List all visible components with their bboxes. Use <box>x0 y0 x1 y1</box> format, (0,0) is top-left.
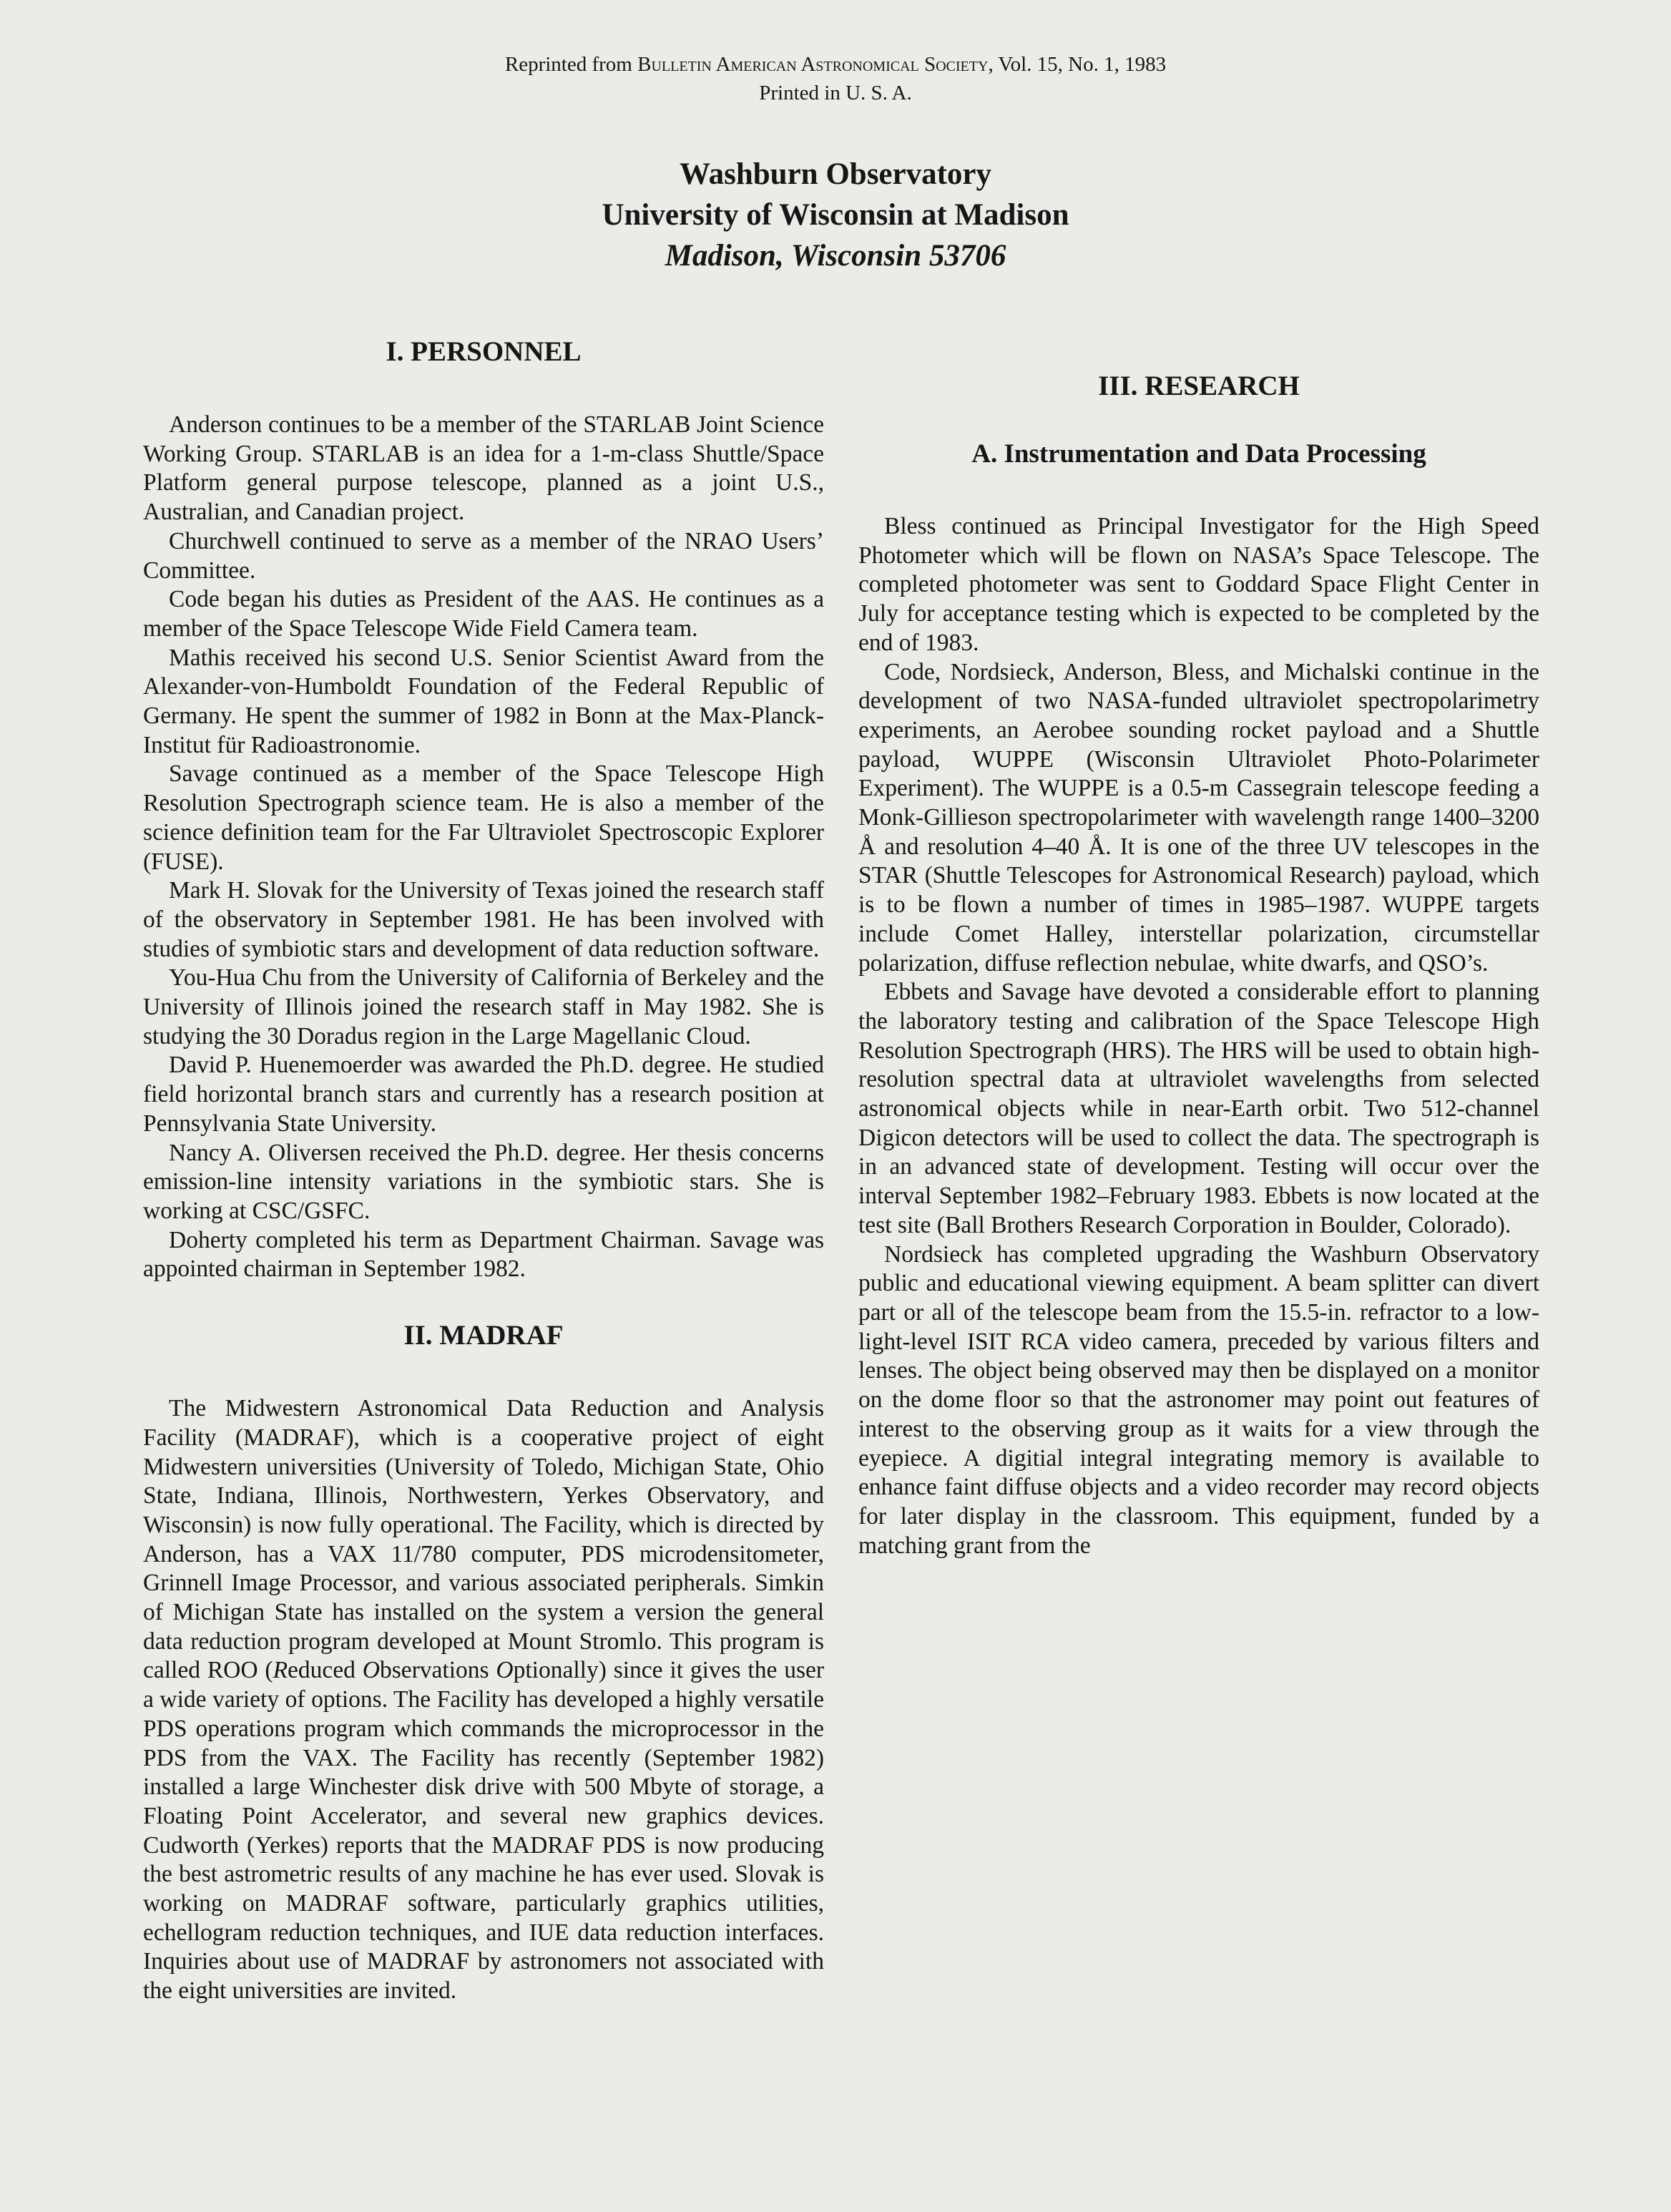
paragraph: You-Hua Chu from the University of California of Berkeley and the University of Illinois joined the research staff in May 1982. She is studying the 30 Doradus region in the Large Magellanic Cloud. <box>143 964 824 1049</box>
paragraph: Nancy A. Oliversen received the Ph.D. degree. Her thesis concerns emission-line intensity variations in the symbiotic stars. She is working at CSC/GSFC. <box>143 1139 824 1224</box>
left-column <box>143 335 824 2006</box>
paragraph: Anderson continues to be a member of the STARLAB Joint Science Working Group. STARLAB is an idea for a 1-m-class Shuttle/Space Platform general purpose telescope, planned as a joint U.S., Australian, and Canadian project. <box>143 411 824 526</box>
spacer <box>858 471 1539 512</box>
observatory-name: Washburn Observatory <box>679 157 992 191</box>
paragraph: Bless continued as Principal Investigator for the High Speed Photometer which will be flown on NASA’s Space Telescope. The completed photometer was sent to Goddard Space Flight Center in July for acceptance testing which is expected to be completed by the end of 1983. <box>858 513 1539 656</box>
paragraph: Churchwell continued to serve as a member of the NRAO Users’ Committee. <box>143 527 824 584</box>
paragraph: Code, Nordsieck, Anderson, Bless, and Michalski continue in the development of two NASA-funded ultraviolet spectropolarimetry experiments, an Aerobee sounding rocket payload and a Shuttle payload, WUPPE (Wisconsin Ultraviolet Photo-Polarimeter Experiment). The WUPPE is a 0.5-m Cassegrain telescope feeding a Monk-Gillieson spectropolarimeter with wavelength range 1400–3200 Å and resolution 4–40 Å. It is one of the three UV telescopes in the STAR (Shuttle Telescopes for Astronomical Research) payload, which is to be flown a number of times in 1985–1987. WUPPE targets include Comet Halley, interstellar polarization, circumstellar polarization, diffuse reflection nebulae, white dwarfs, and QSO’s. <box>858 658 1539 977</box>
document-title <box>0 154 1671 276</box>
journal-name: Bulletin American Astronomical Society <box>637 53 989 76</box>
section-heading-research: III. RESEARCH <box>1098 371 1300 401</box>
university-name: University of Wisconsin at Madison <box>602 198 1069 232</box>
spacer <box>858 335 1539 369</box>
paragraph: Savage continued as a member of the Space Telescope High Resolution Spectrograph science team. He is also a member of the science definition team for the Far Ultraviolet Spectroscopic Explorer (FUSE). <box>143 760 824 875</box>
reprint-line: Reprinted from Bulletin American Astronomical Society, Vol. 15, No. 1, 1983 <box>504 53 1167 76</box>
paragraph: Ebbets and Savage have devoted a considerable effort to planning the laboratory testing and calibration of the Space Telescope High Resolution Spectrograph (HRS). The HRS will be used to obtain high-resolution spectral data at ultraviolet wavelengths from selected astronomical objects while in near-Earth orbit. Two 512-channel Digicon detectors will be used to collect the data. The spectrograph is in an advanced state of development. Testing will occur over the interval September 1982–February 1983. Ebbets is now located at the test site (Ball Brothers Research Corporation in Boulder, Colorado). <box>858 979 1539 1238</box>
reprint-notice <box>0 50 1671 107</box>
section-heading-madraf: II. MADRAF <box>403 1320 564 1351</box>
subsection-heading-instrumentation: A. Instrumentation and Data Processing <box>971 439 1426 469</box>
paragraph: Code began his duties as President of the AAS. He continues as a member of the Space Telescope Wide Field Camera team. <box>143 586 824 642</box>
paragraph: Mathis received his second U.S. Senior Scientist Award from the Alexander-von-Humboldt Foundation of the Federal Republic of Germany. He spent the summer of 1982 in Bonn at the Max-Planck-Institut für Radioastronomie. <box>143 644 824 758</box>
paragraph: David P. Huenemoerder was awarded the Ph.D. degree. He studied field horizontal branch stars and currently has a research position at Pennsylvania State University. <box>143 1052 824 1137</box>
right-column <box>858 335 1539 1560</box>
madraf-paragraph: The Midwestern Astronomical Data Reduction and Analysis Facility (MADRAF), which is a cooperative project of eight Midwestern universities (University of Toledo, Michigan State, Ohio State, Indiana, Illinois, Northwestern, Yerkes Observatory, and Wisconsin) is now fully operational. The Facility, which is directed by Anderson, has a VAX 11/780 computer, PDS microdensitometer, Grinnell Image Processor, and various associated peripherals. Simkin of Michigan State has installed on the system a version the general data reduction program developed at Mount Stromlo. This program is called ROO (Reduced Observations Optionally) since it gives the user a wide variety of options. The Facility has developed a highly versatile PDS operations program which commands the microprocessor in the PDS from the VAX. The Facility has recently (September 1982) installed a large Winchester disk drive with 500 Mbyte of storage, a Floating Point Accelerator, and several new graphics devices. Cudworth (Yerkes) reports that the MADRAF PDS is now producing the best astrometric results of any machine he has ever used. Slovak is working on MADRAF software, particularly graphics utilities, echellogram reduction techniques, and IUE data reduction interfaces. Inquiries about use of MADRAF by astronomers not associated with the eight universities are invited. <box>143 1395 824 2005</box>
spacer <box>858 403 1539 438</box>
city-line: Madison, Wisconsin 53706 <box>665 239 1006 273</box>
paragraph: Mark H. Slovak for the University of Texas joined the research staff of the observatory in September 1981. He has been involved with studies of symbiotic stars and development of data reduction software. <box>143 877 824 962</box>
printed-line: Printed in U. S. A. <box>759 82 912 104</box>
paragraph: Doherty completed his term as Department Chairman. Savage was appointed chairman in September 1982. <box>143 1226 824 1283</box>
section-heading-personnel: I. PERSONNEL <box>386 336 582 367</box>
paragraph: Nordsieck has completed upgrading the Washburn Observatory public and educational viewing equipment. A beam splitter can divert part or all of the telescope beam from the 15.5-in. refractor to a low-light-level ISIT RCA video camera, preceded by various filters and lenses. The object being observed may then be displayed on a monitor on the dome floor so that the astronomer may point out features of interest to the observing group as it waits for a view through the eyepiece. A digitial integral integrating memory is available to enhance faint diffuse objects and a video recorder may record objects for later display in the classroom. This equipment, funded by a matching grant from the <box>858 1240 1539 1559</box>
